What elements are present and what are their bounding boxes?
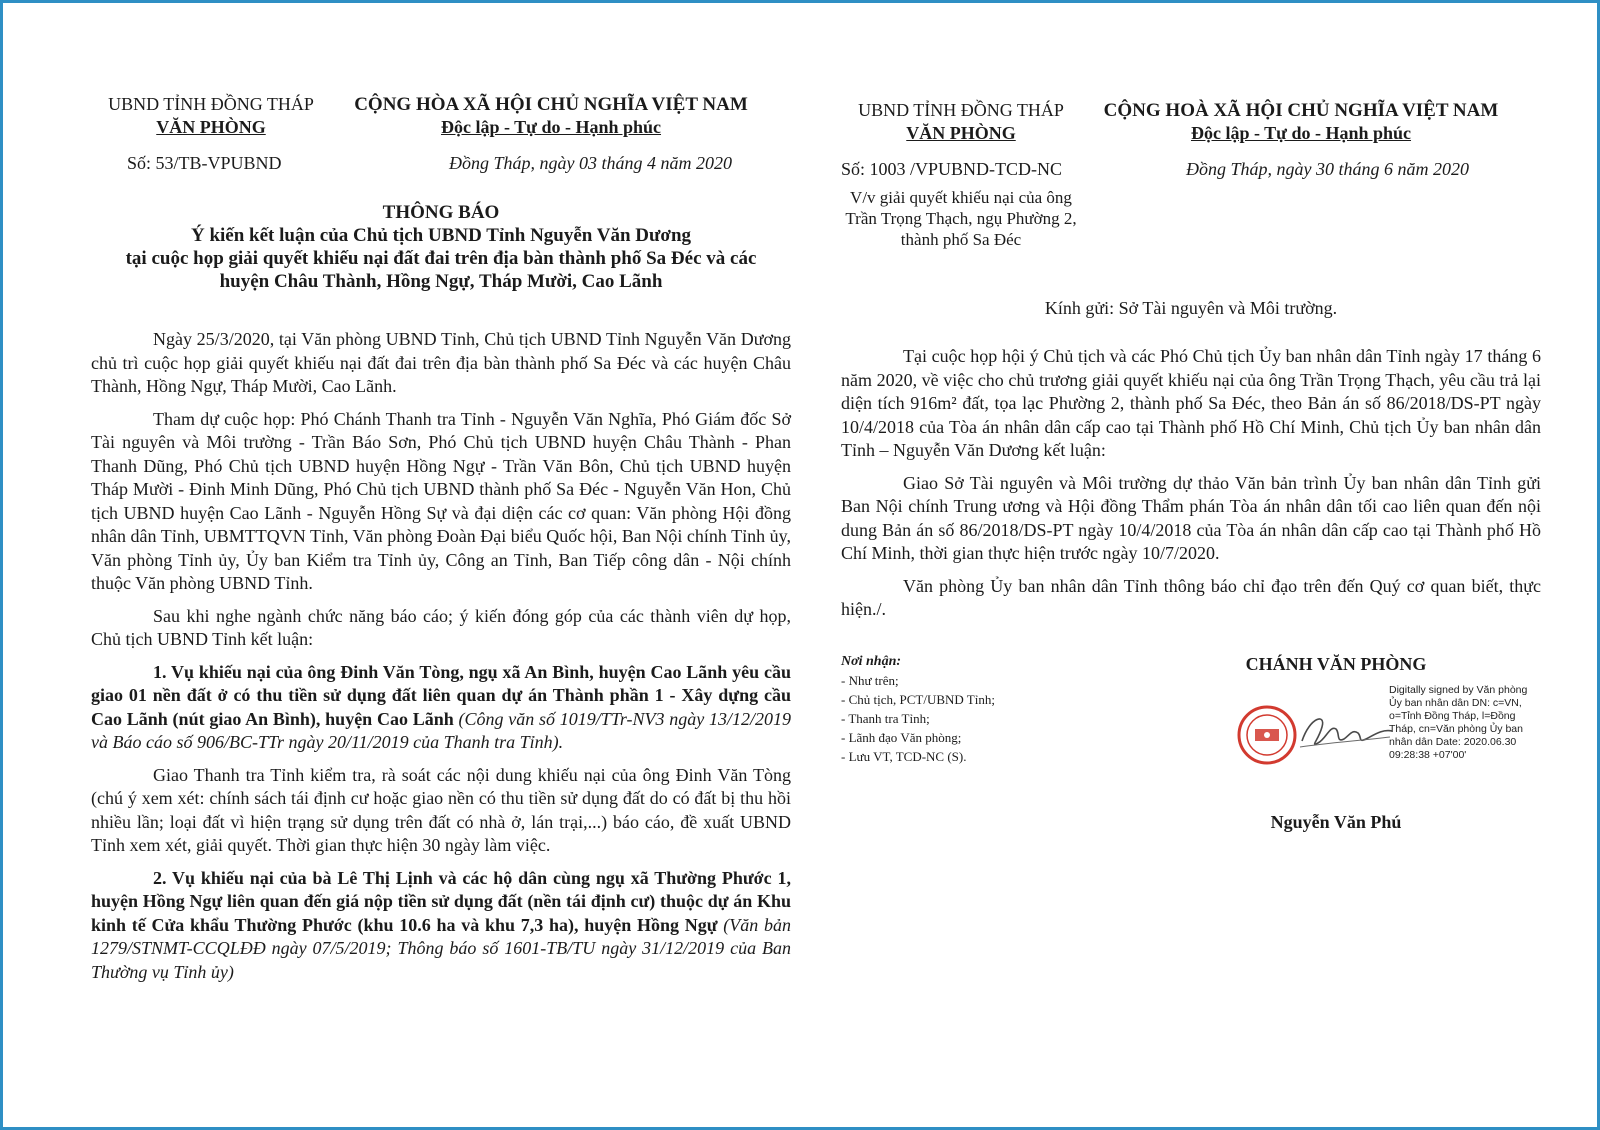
official-stamp-icon: [1236, 704, 1298, 766]
digital-signature-info: Digitally signed by Văn phòng Ủy ban nhân dân DN: c=VN, o=Tỉnh Đồng Tháp, l=Đồng Tháp, cn=Văn phòng Ủy ban nhân dân Date: 2020.06.30 09:28:38 +07'00': [1389, 683, 1528, 761]
right-nation: CỘNG HOÀ XÃ HỘI CHỦ NGHĨA VIỆT NAM: [1103, 100, 1499, 121]
left-doc-date: Đồng Tháp, ngày 03 tháng 4 năm 2020: [449, 153, 732, 173]
left-agency: UBND TỈNH ĐỒNG THÁP: [108, 94, 314, 114]
left-subtitle-1: Ý kiến kết luận của Chủ tịch UBND Tỉnh Nguyễn Văn Dương: [190, 225, 692, 246]
right-motto: Độc lập - Tự do - Hạnh phúc: [1190, 123, 1412, 143]
left-title: THÔNG BÁO: [382, 202, 500, 223]
right-body: [841, 345, 1541, 622]
signature-area: [841, 652, 1541, 862]
left-office: VĂN PHÒNG: [156, 117, 266, 137]
recipient-item: - Chủ tịch, PCT/UBND Tỉnh;: [841, 691, 995, 707]
left-header: [91, 83, 791, 153]
right-para-3: Văn phòng Ủy ban nhân dân Tỉnh thông báo chỉ đạo trên đến Quý cơ quan biết, thực hiện./.: [841, 575, 1541, 619]
recipients-block: [841, 652, 995, 766]
right-number-row: [841, 159, 1541, 187]
left-body: [91, 328, 791, 984]
right-para-1: Tại cuộc họp hội ý Chủ tịch và các Phó Chủ tịch Ủy ban nhân dân Tỉnh ngày 17 tháng 6 năm 2020, về việc cho chủ trương giải quyết khiếu nại của ông Trần Trọng Thạch, yêu cầu trả lại diện tích 916m² đất, tọa lạc Phường 2, thành phố Sa Đéc, theo Bản án số 86/2018/DS-PT ngày 10/4/2018 của Tòa án nhân dân cấp cao tại Thành phố Hồ Chí Minh, Chủ tịch Ủy ban nhân dân Tỉnh – Nguyễn Văn Dương kết luận:: [841, 346, 1541, 460]
right-para-2: Giao Sở Tài nguyên và Môi trường dự thảo Văn bản trình Ủy ban nhân dân Tỉnh gửi Ban Nội chính Trung ương và Hội đồng Thẩm phán Tòa án nhân dân tối cao liên quan đến nội dung Bản án số 86/2018/DS-PT ngày 10/4/2018 của Tòa án nhân dân cấp cao tại Thành phố Hồ Chí Minh, thời gian thực hiện trước ngày 10/7/2020.: [841, 472, 1541, 563]
left-doc-number: Số: 53/TB-VPUBND: [127, 153, 282, 173]
right-header: [841, 89, 1541, 159]
left-agency-block: [91, 93, 331, 139]
left-para-4: Giao Thanh tra Tỉnh kiểm tra, rà soát các nội dung khiếu nại của ông Đinh Văn Tòng (chú ý xem xét: chính sách tái định cư hoặc giao nền có thu tiền sử dụng đất do có đất bị thu hồi nhiều lần; loại đất vì hiện trạng sử dụng trên đất có nhà ở, lán trại,...) báo cáo, đề xuất UBND Tỉnh xem xét, giải quyết. Thời gian thực hiện 30 ngày làm việc.: [91, 764, 791, 855]
left-item-2: [91, 867, 791, 985]
left-para-2: Tham dự cuộc họp: Phó Chánh Thanh tra Tỉnh - Nguyễn Văn Nghĩa, Phó Giám đốc Sở Tài nguyên và Môi trường - Trần Báo Sơn, Phó Chủ tịch UBND huyện Châu Thành - Phan Thanh Dũng, Phó Chủ tịch UBND huyện Hồng Ngự - Trần Văn Bôn, Chủ tịch UBND huyện Tháp Mười - Đinh Minh Dũng, Phó Chủ tịch UBND thành phố Sa Đéc - Nguyễn Văn Hon, Chủ tịch UBND huyện Cao Lãnh - Nguyễn Hồng Sự và đại diện các cơ quan: Văn phòng Hội đồng nhân dân Tỉnh, UBMTTQVN Tỉnh, Văn phòng Đoàn Đại biểu Quốc hội, Ban Nội chính Tỉnh ủy, Văn phòng Tỉnh ủy, Ủy ban Kiểm tra Tỉnh ủy, Công an Tỉnh, Ban Tiếp công dân - Nội chính thuộc Văn phòng UBND Tỉnh.: [91, 408, 791, 593]
left-document: [91, 83, 791, 993]
left-item-2-italic: (Văn bản 1279/STNMT-CCQLĐĐ ngày 07/5/2019; Thông báo số 1601-TB/TU ngày 31/12/2019 của Ban Thường vụ Tỉnh ủy): [91, 914, 792, 982]
left-item-2-bold: 2. Vụ khiếu nại của bà Lê Thị Lịnh và các hộ dân cùng ngụ xã Thường Phước 1, huyện Hồng Ngự liên quan đến giá nộp tiền sử dụng đất (nền tái định cư) thuộc dự án Khu kinh tế Cửa khẩu Thường Phước (khu 10.6 ha và khu 7,3 ha), huyện Hồng Ngự: [91, 867, 791, 935]
right-summary: V/v giải quyết khiếu nại của ông Trần Trọng Thạch, ngụ Phường 2, thành phố Sa Đéc: [845, 188, 1077, 249]
right-agency: UBND TỈNH ĐỒNG THÁP: [858, 100, 1064, 120]
signer-title: CHÁNH VĂN PHÒNG: [1245, 653, 1427, 674]
left-nation: CỘNG HÒA XÃ HỘI CHỦ NGHĨA VIỆT NAM: [354, 94, 748, 115]
left-item-1-italic: (Công văn số 1019/TTr-NV3 ngày 13/12/2019 và Báo cáo số 906/BC-TTr ngày 20/11/2019 của Thanh tra Tỉnh).: [91, 708, 791, 752]
recipient-item: - Lãnh đạo Văn phòng;: [841, 729, 962, 745]
left-title-block: [91, 201, 791, 293]
right-greeting: Kính gửi: Sở Tài nguyên và Môi trường.: [1044, 298, 1338, 318]
left-nation-block: [341, 93, 761, 139]
recipient-item: - Như trên;: [841, 672, 899, 688]
left-para-1: Ngày 25/3/2020, tại Văn phòng UBND Tỉnh, Chủ tịch UBND Tỉnh Nguyễn Văn Dương chủ trì cuộc họp giải quyết khiếu nại đất đai trên địa bàn thành phố Sa Đéc và các huyện Châu Thành, Hồng Ngự, Tháp Mười, Cao Lãnh.: [91, 329, 791, 396]
signer-name: Nguyễn Văn Phú: [1270, 811, 1402, 832]
right-office: VĂN PHÒNG: [906, 123, 1016, 143]
left-subtitle-2: tại cuộc họp giải quyết khiếu nại đất đai trên địa bàn thành phố Sa Đéc và các: [125, 248, 757, 269]
left-item-1: [91, 661, 791, 755]
handwritten-signature-icon: [1296, 707, 1396, 757]
recipient-item: - Lưu VT, TCD-NC (S).: [841, 748, 967, 764]
left-subtitle-3: huyện Châu Thành, Hồng Ngự, Tháp Mười, Cao Lãnh: [219, 271, 663, 292]
right-nation-block: [1091, 99, 1511, 145]
left-item-1-bold: 1. Vụ khiếu nại của ông Đinh Văn Tòng, ngụ xã An Bình, huyện Cao Lãnh yêu cầu giao 01 nền đất ở có thu tiền sử dụng đất liên quan dự án Thành phần 1 - Xây dựng cầu Cao Lãnh (nút giao An Bình), huyện Cao Lãnh: [91, 661, 791, 729]
left-motto: Độc lập - Tự do - Hạnh phúc: [440, 117, 662, 137]
recipients-label: Nơi nhận:: [841, 653, 902, 669]
right-document: [841, 89, 1541, 862]
recipient-item: - Thanh tra Tỉnh;: [841, 710, 930, 726]
right-agency-block: [841, 99, 1081, 145]
left-number-row: [91, 153, 791, 193]
right-doc-number: Số: 1003 /VPUBND-TCD-NC: [841, 159, 1063, 179]
right-doc-date: Đồng Tháp, ngày 30 tháng 6 năm 2020: [1186, 159, 1469, 179]
left-para-3: Sau khi nghe ngành chức năng báo cáo; ý kiến đóng góp của các thành viên dự họp, Chủ tịch UBND Tỉnh kết luận:: [91, 605, 791, 649]
